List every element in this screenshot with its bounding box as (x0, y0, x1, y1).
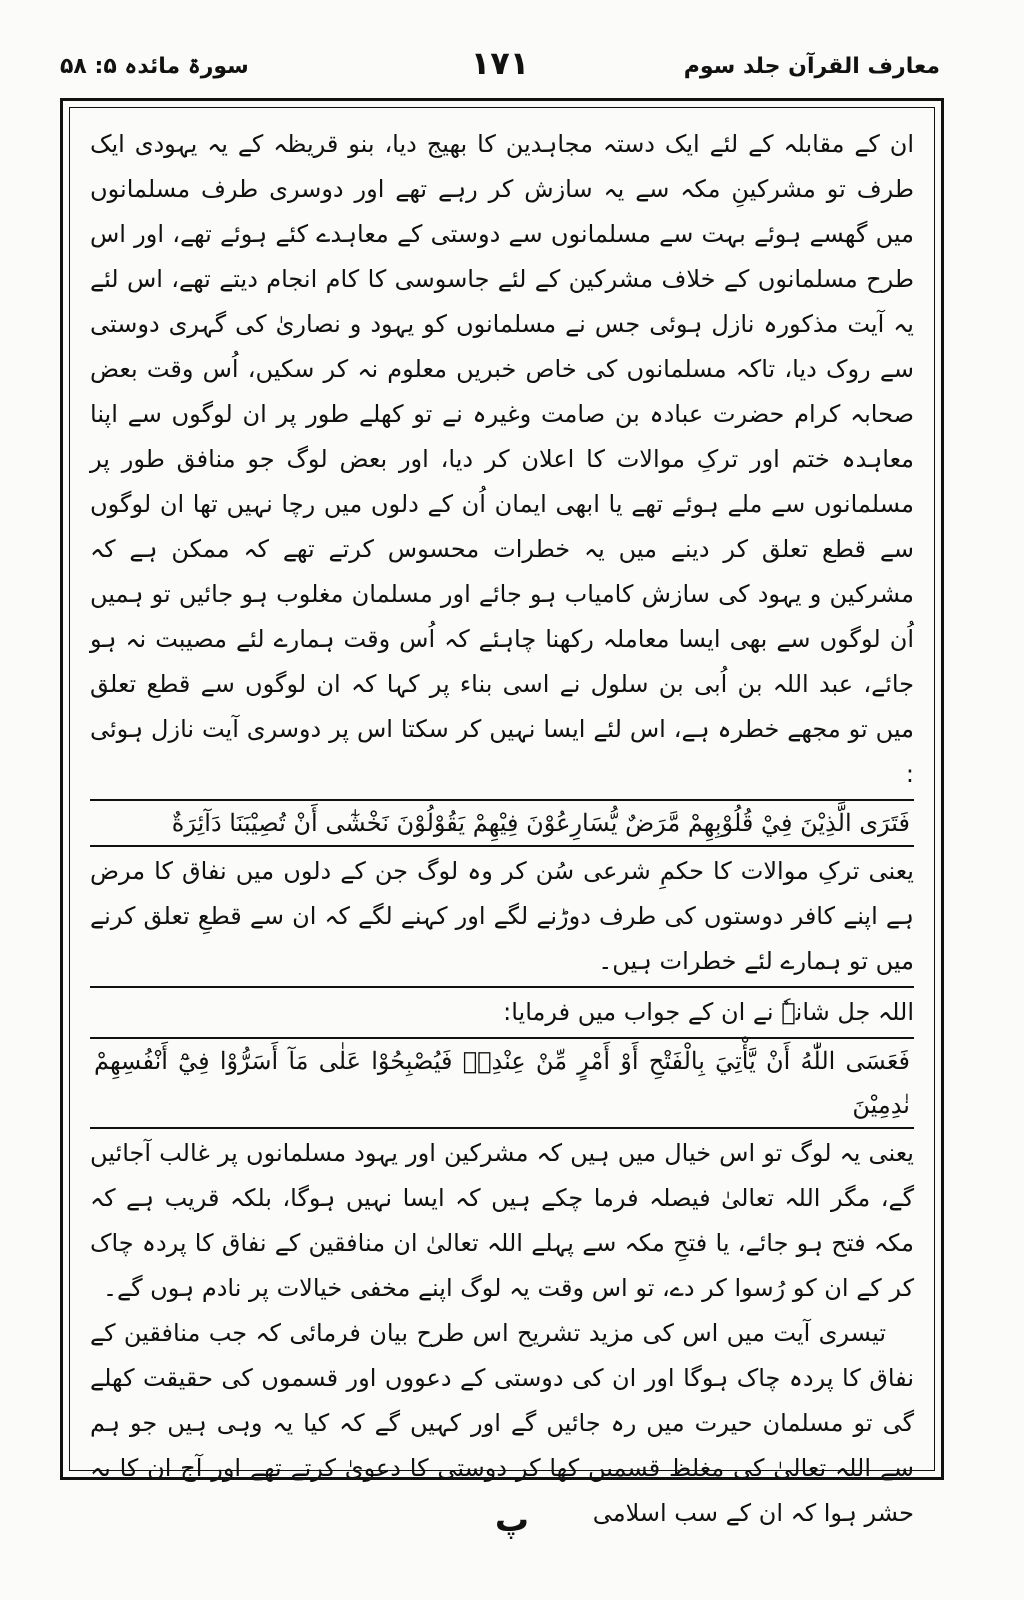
paragraph-3-intro: اللہ جل شانہٗ نے ان کے جواب میں فرمایا: (503, 998, 914, 1026)
paragraph-2: یعنی ترکِ موالات کا حکمِ شرعی سُن کر وہ لوگ جن کے دلوں میں نفاق کا مرض ہے اپنے کافر دوستوں کی طرف دوڑنے لگے اور کہنے لگے کہ ان سے قطعِ تعلق کرنے میں تو ہمارے لئے خطرات ہیں۔ (90, 857, 914, 975)
section-divider (90, 986, 914, 988)
surah-reference: سورۃ مائدہ ۵: ۵۸ (60, 54, 249, 79)
quran-verse-1 (90, 799, 914, 847)
page-body (90, 122, 914, 1527)
text-frame-inner (69, 107, 935, 1527)
running-head (60, 44, 940, 94)
verse-text-2: فَعَسَى اللّٰهُ أَنْ يَّأْتِيَ بِالْفَتْحِ أَوْ أَمْرٍ مِّنْ عِنْدِهٖ فَيُصْبِحُوْا عَلٰى مَآ أَسَرُّوْا فِيْٓ أَنْفُسِهِمْ نٰدِمِيْنَ (94, 1047, 910, 1119)
page-number: ۱۷۱ (470, 44, 530, 82)
text-frame (60, 98, 944, 1527)
book-title: معارف القرآن جلد سوم (683, 54, 940, 79)
signature-mark: پ (494, 1500, 530, 1540)
paragraph-3: یعنی یہ لوگ تو اس خیال میں ہیں کہ مشرکین اور یہود مسلمانوں پر غالب آجائیں گے، مگر اللہ تعالیٰ فیصلہ فرما چکے ہیں کہ ایسا نہیں ہوگا، بلکہ قریب ہے کہ مکہ فتح ہو جائے، یا فتحِ مکہ سے پہلے اللہ تعالیٰ ان منافقین کے نفاق کا پردہ چاک کر کے ان کو رُسوا کر دے، تو اس وقت یہ لوگ اپنے مخفی خیالات پر نادم ہوں گے۔ (90, 1139, 914, 1302)
verse-text-1: فَتَرَى الَّذِيْنَ فِيْ قُلُوْبِهِمْ مَّرَضٌ يُّسَارِعُوْنَ فِيْهِمْ يَقُوْلُوْنَ نَخْشٰٓى أَنْ تُصِيْبَنَا دَآئِرَةٌ (171, 809, 910, 837)
quran-verse-2 (90, 1037, 914, 1129)
paragraph-4: تیسری آیت میں اس کی مزید تشریح اس طرح بیان فرمائی کہ جب منافقین کے نفاق کا پردہ چاک ہوگا اور ان کی دوستی کے دعووں اور قسموں کی حقیقت کھلے گی تو مسلمان حیرت میں رہ جائیں گے اور کہیں گے کہ کیا یہ وہی ہیں جو ہم سے اللہ تعالیٰ کی مغلظ قسمیں کھا کر دوستی کا دعویٰ کرتے تھے اور آج ان کا یہ حشر ہوا کہ ان کے سب اسلامی (90, 1319, 914, 1527)
paragraph-1: ان کے مقابلہ کے لئے ایک دستہ مجاہدین کا بھیج دیا، بنو قریظہ کے یہ یہودی ایک طرف تو مشرکینِ مکہ سے یہ سازش کر رہے تھے اور دوسری طرف مسلمانوں میں گھسے ہوئے بہت سے مسلمانوں سے دوستی کے معاہدے کئے ہوئے تھے، اور اس طرح مسلمانوں کے خلاف مشرکین کے لئے جاسوسی کا کام انجام دیتے تھے، اس لئے یہ آیت مذکورہ نازل ہوئی جس نے مسلمانوں کو یہود و نصاریٰ کی گہری دوستی سے روک دیا، تاکہ مسلمانوں کی خاص خبریں معلوم نہ کر سکیں، اُس وقت بعض صحابہ کرام حضرت عبادہ بن صامت وغیرہ نے تو کھلے طور پر ان لوگوں سے اپنا معاہدہ ختم اور ترکِ موالات کا اعلان کر دیا، اور بعض لوگ جو منافق طور پر مسلمانوں سے ملے ہوئے تھے یا ابھی ایمان اُن کے دلوں میں رچا نہیں تھا ان لوگوں سے قطع تعلق کر دینے میں یہ خطرات محسوس کرتے تھے کہ ممکن ہے کہ مشرکین و یہود کی سازش کامیاب ہو جائے اور مسلمان مغلوب ہو جائیں تو ہمیں اُن لوگوں سے بھی ایسا معاملہ رکھنا چاہئے کہ اُس وقت ہمارے لئے مصیبت نہ ہو جائے، عبد اللہ بن اُبی بن سلول نے اسی بناء پر کہا کہ ان لوگوں سے قطع تعلق میں تو مجھے خطرہ ہے، اس لئے ایسا نہیں کر سکتا اس پر دوسری آیت نازل ہوئی : (90, 130, 914, 788)
